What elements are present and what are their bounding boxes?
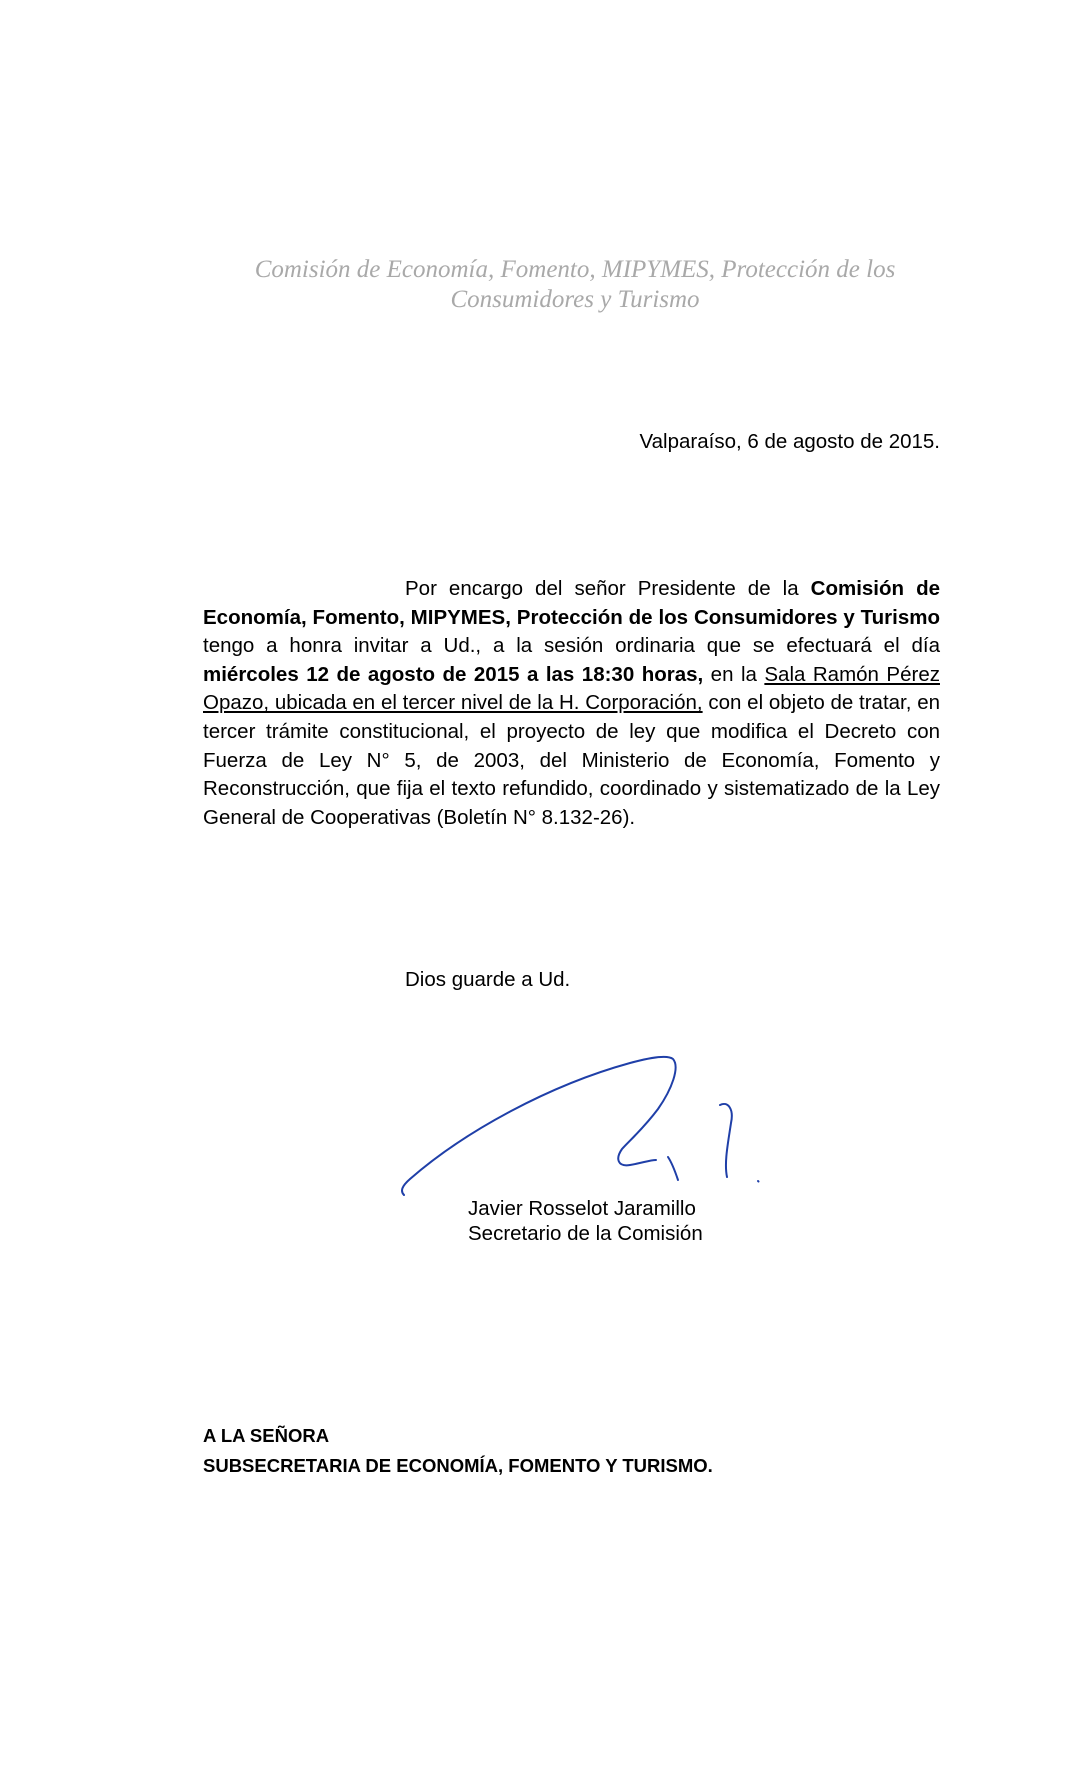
letter-body: [203, 575, 940, 832]
recipient-line-1: A LA SEÑORA: [203, 1425, 330, 1446]
signer-title: Secretario de la Comisión: [468, 1222, 703, 1245]
body-text-3: en la: [703, 662, 765, 686]
closing-salutation: Dios guarde a Ud.: [405, 968, 571, 991]
header-line-2: Consumidores y Turismo: [450, 286, 700, 313]
body-text-1: Por encargo del señor Presidente de la: [405, 577, 811, 600]
header-line-1: Comisión de Economía, Fomento, MIPYMES, Protección de los: [254, 256, 896, 283]
signer-name: Javier Rosselot Jaramillo: [468, 1197, 696, 1220]
body-text-2: tengo a honra invitar a Ud., a la sesión ordinaria que se efectuará el día: [203, 634, 940, 658]
session-date-bold: miércoles 12 de agosto de 2015 a las 18:30 horas,: [203, 662, 704, 686]
handwritten-signature: [390, 1045, 780, 1205]
signer-block: [468, 1196, 703, 1246]
location-underlined: Sala Ramón Pérez Opazo, ubicada en el tercer nivel de la H. Corporación,: [203, 662, 940, 715]
letter-date: Valparaíso, 6 de agosto de 2015.: [639, 430, 940, 453]
committee-name-bold: Comisión de Economía, Fomento, MIPYMES, Protección de los Consumidores y Turismo: [203, 577, 940, 629]
committee-header: [150, 255, 1000, 315]
recipient-block: [203, 1421, 713, 1481]
body-text-4: con el objeto de tratar, en tercer trámite constitucional, el proyecto de ley que modifica el Decreto con Fuerza de Ley N° 5, de 2003, del Ministerio de Economía, Fomento y Reconstrucción, que fija el texto refundido, coordinado y sistematizado de la Ley General de Cooperativas (Boletín N° 8.132-26).: [203, 691, 940, 829]
recipient-line-2: SUBSECRETARIA DE ECONOMÍA, FOMENTO Y TURISMO.: [203, 1455, 713, 1476]
